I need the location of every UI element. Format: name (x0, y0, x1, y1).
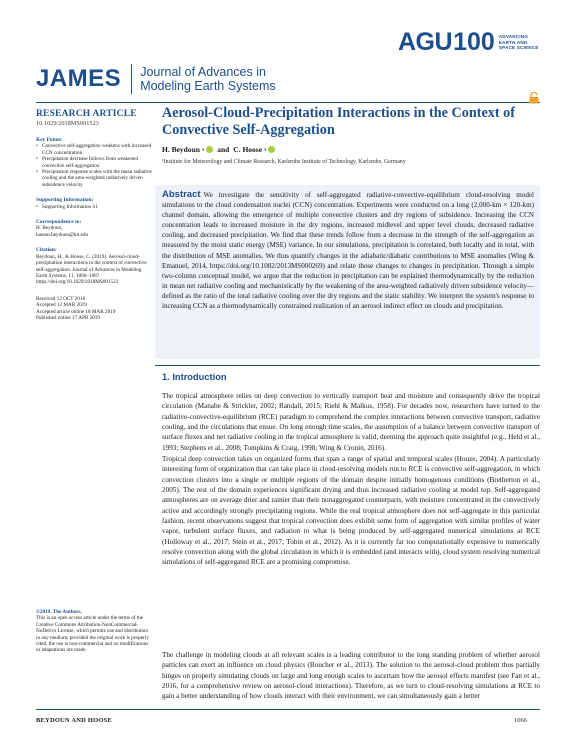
citation-heading: Citation: (36, 247, 57, 254)
orcid-icon[interactable] (268, 146, 275, 153)
agu-wordmark: AGU (398, 28, 453, 56)
footer-rule (36, 709, 540, 710)
journal-name: Journal of Advances in Modeling Earth Systems (140, 65, 276, 93)
agu100-logo (398, 30, 539, 55)
correspondence-email[interactable]: hassan.beydoun@kit.edu (36, 231, 89, 238)
page-number: 1066 (514, 717, 527, 724)
key-points-heading: Key Points: (36, 137, 63, 143)
affiliation: ¹Institute for Meteorology and Climate Research, Karlsruhe Institute of Technology, Karlsruhe, Germany (162, 159, 406, 165)
supporting-info-heading: Supporting Information: (36, 197, 94, 204)
accepted-date: Accepted 12 MAR 2019 (36, 302, 87, 309)
key-point: • Convective self-aggregation weakens with increased CCN concentration (36, 143, 152, 156)
author-name[interactable]: C. Hoose (233, 145, 263, 154)
author-conjunction: and (217, 145, 230, 154)
running-footer-authors: BEYDOUN AND HOOSE (36, 717, 112, 724)
supporting-info-link[interactable]: • Supporting Information S1 (36, 204, 152, 210)
copyright-text: This is an open access article under the terms of the Creative Commons Attribution-NonCommercial-NoDerivs License, which permits use and distribution in any medium, provided the original work is properly cited, the use is non-commercial and no modifications or adaptations are made. (36, 615, 149, 654)
agu-100-mark: 100 (453, 28, 495, 56)
affiliation-marker: 1 (201, 147, 205, 152)
abstract-text: We investigate the sensitivity of self-aggregated radiative-convective-equilibrium cloud-resolving model simulations to the cloud condensation nuclei (CCN) concentration. Experiments were conducted on a long (2,000-km × 120-km) channel domain, allowing the emergence of multiple convective clusters and dry regions of subsidence. Increasing the CCN concentration leads to increased moisture in the dry regions, increased midlevel and upper level clouds, decreased radiative cooling, and decreased precipitation. We find that these trends follow from a decrease in the strength of the self-aggregation as measured by the moist static energy (MSE) variance. In our simulations, precipitation is correlated, both locally and in total, with the distribution of MSE anomalies. We thus quantify changes in the adiabatic/diabatic contributions to MSE anomalies (Wing & Emanuel, 2014, https://doi.org/10.1002/2013MS000269) and relate those changes to changes in precipitation. Through a simple two-column conceptual model, we argue that the reduction in precipitation can be explained thermodynamically by the reduction in mean net radiative cooling and mechanistically by the weakening of the area-weighted radiatively driven subsidence velocity—defined as the ratio of the total radiative cooling over the dry regions and the static stability. We interpret the system's response to increasing CCN as a thermodynamically constrained realization of an aerosol indirect effect on clouds and precipitation. (162, 191, 534, 311)
abstract (162, 190, 534, 311)
header-rule (36, 102, 540, 103)
key-points-list (36, 143, 152, 188)
key-point: • Precipitation response scales with the mean radiative cooling and the area-weighted radiatively driven subsidence velocity (36, 169, 152, 188)
journal-divider (131, 64, 132, 94)
agu-tagline: ADVANCING EARTH AND SPACE SCIENCE (498, 34, 539, 51)
sidebar (36, 109, 152, 321)
published-online-date: Published online 17 APR 2019 (36, 314, 100, 321)
journal-abbrev: JAMES (36, 65, 122, 92)
open-access-lock-icon (528, 92, 540, 104)
journal-header (36, 64, 276, 94)
article-title: Aerosol-Cloud-Precipitation Interactions in the Context of Convective Self-Aggregation (162, 105, 515, 138)
abstract-label: Abstract (162, 189, 201, 200)
body-paragraph: The tropical atmosphere relies on deep convection to vertically transport heat and moisture and consequently drive the tropical circulation (Manabe & Strickler, 2002; Randall, 2015; Riehl & Malkus, 1958). For decades now, researchers have turned to the radiative-convective-equilibrium (RCE) paradigm to comprehend the complex interactions between convective transport, radiative cooling, and the circulations that ensue. On long enough time scales, the assumption of a balance between convective transport of surface fluxes and net radiative cooling in the tropical atmosphere is valid, deeming the approach quite insightful (e.g., Held et al., 1993; Stephens et al., 2008; Tompkins & Craig, 1998; Wing & Cronin, 2016). (162, 392, 540, 452)
article-dates (36, 296, 152, 322)
copyright-notice (36, 609, 152, 654)
key-point: • Precipitation decrease follows from weakened convective self-aggregation (36, 156, 152, 169)
article-type: RESEARCH ARTICLE (36, 109, 137, 119)
orcid-icon[interactable] (206, 146, 213, 153)
accepted-online-date: Accepted article online 18 MAR 2019 (36, 308, 116, 315)
body-paragraph: Tropical deep convection takes on organized forms that span a range of spatial and temporal scales (Houze, 2004). A particularly interesting form of organization that can take place in cloud-resolving models run to RCE is convective self-aggregation, in which convection clusters into a single or multiple regions of the domain despite initially homogenous conditions (Bretherton et al., 2005). The rest of the domain experiences significant drying and thus increased radiative cooling at model top. Self-aggregated atmospheres are on average drier and rainier than their nonaggregated counterparts, with moisture concentrated in the convectively active and accordingly strongly precipitating regions. While the real tropical atmosphere does not self-aggregate in this particular fashion, recent observations suggest that tropical convection does exhibit some form of aggregation with similar profiles of water vapor, turbulent surface fluxes, and radiation to what is being produced by self-aggregated numerical simulations at RCE (Holloway et al., 2017; Stein et al., 2017; Tobin et al., 2012). As it is currently far too computationally expensive to numerically resolve convection along with the global circulation in which it is embedded (and interacts with), cloud system resolving numerical simulations of self-aggregated RCE are a promising compromise. (162, 455, 540, 567)
received-date: Received 12 OCT 2018 (36, 295, 86, 302)
section-rule (155, 365, 540, 366)
article-doi[interactable]: 10.1029/2018MS001523 (36, 120, 99, 127)
correspondence-name: H. Beydoun, (36, 225, 63, 232)
correspondence-heading: Correspondence to: (36, 219, 82, 226)
body-paragraph: The challenge in modeling clouds at all relevant scales is a leading contributor to the long standing problem of whether aerosol particles can exert an influence on cloud physics (Boucher et al., 2013). The solution to the aerosol-cloud problem thus partially hinges on properly simulating clouds on large and long enough scales to ascertain how the aerosol effects manifest (see Fan et al., 2016, for a comprehensive review on aerosol-cloud interactions). Therefore, as we turn to cloud-resolving simulations at RCE to gain a better understanding of how clouds interact with their environment, we can simultaneously gain a better (162, 651, 540, 701)
copyright-heading: ©2019. The Authors. (36, 609, 82, 615)
author-name[interactable]: H. Beydoun (162, 145, 200, 154)
affiliation-marker: 1 (264, 147, 267, 152)
citation-text: Beydoun, H., & Hoose, C. (2019). Aerosol-cloud-precipitation interactions in the context of convective self-aggregation. Journal of Advances in Modeling Earth Systems, 11, 1066–1087. https://doi.org/10.1029/2018MS001523 (36, 253, 147, 286)
author-line (162, 145, 275, 154)
section-heading: 1. Introduction (162, 372, 227, 382)
